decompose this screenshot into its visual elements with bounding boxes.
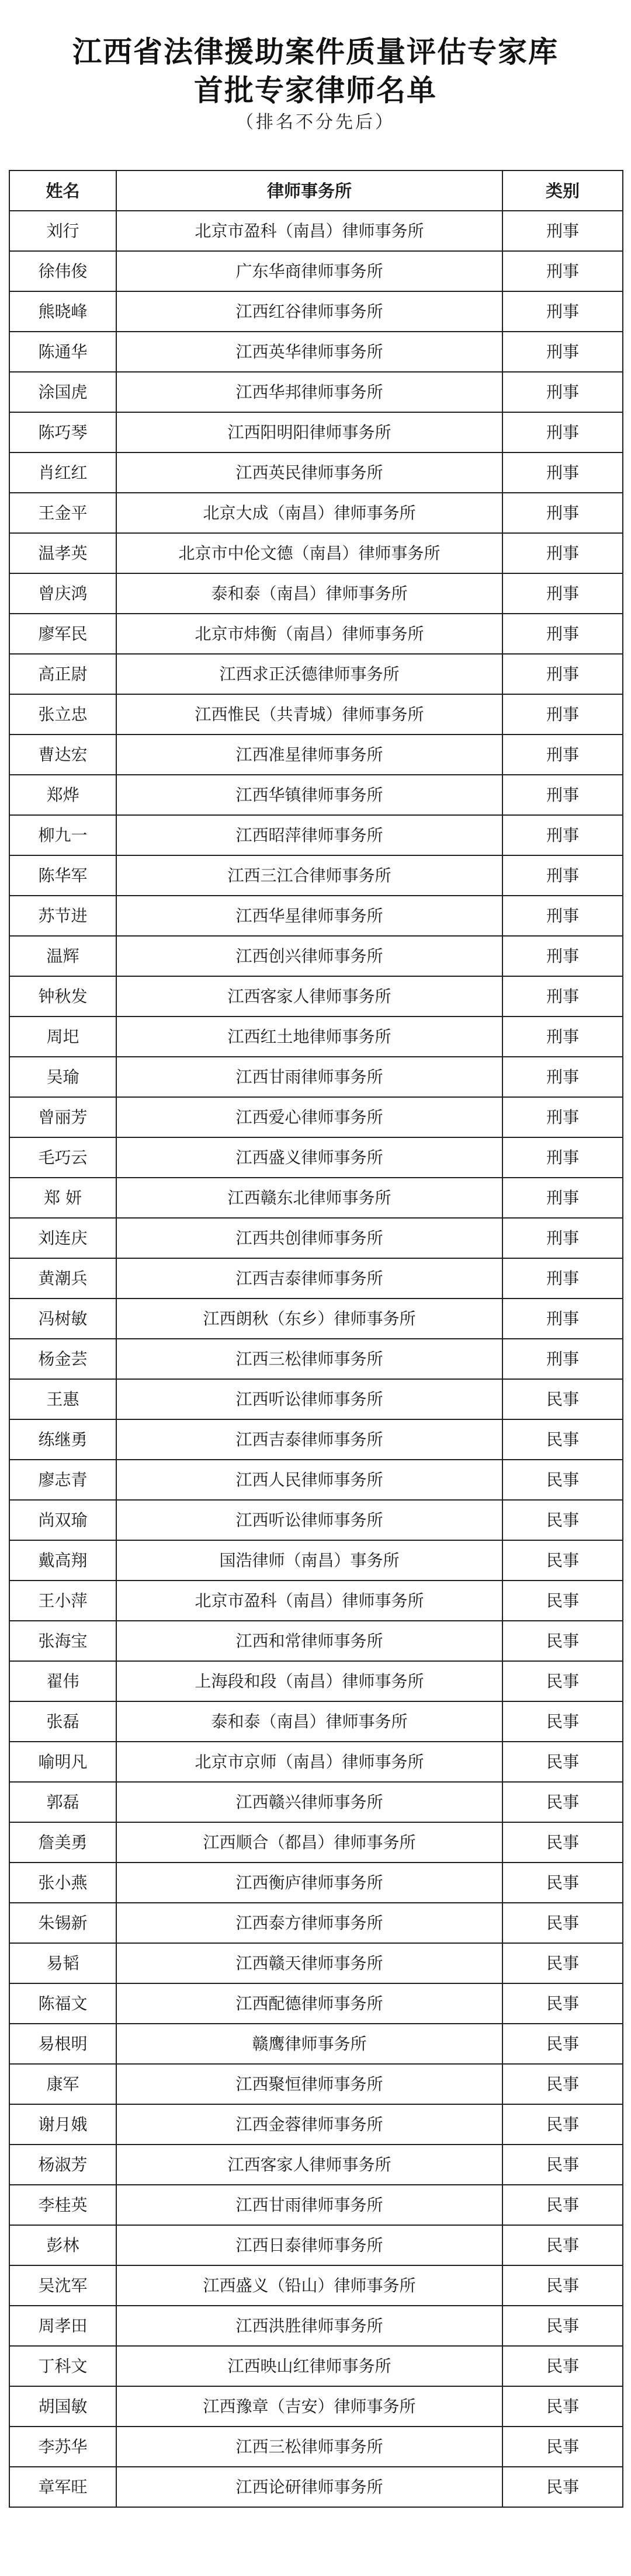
cell-firm: 江西客家人律师事务所 xyxy=(116,2145,502,2185)
table-row xyxy=(9,2024,623,2064)
cell-category: 民事 xyxy=(502,2225,623,2265)
cell-category: 刑事 xyxy=(502,855,623,896)
cell-category: 民事 xyxy=(502,1742,623,1782)
table-row xyxy=(9,734,623,775)
cell-category: 民事 xyxy=(502,1983,623,2024)
table-row xyxy=(9,1299,623,1339)
cell-firm: 江西三江合律师事务所 xyxy=(116,855,502,896)
table-row xyxy=(9,1943,623,1983)
cell-category: 刑事 xyxy=(502,614,623,654)
cell-firm: 泰和泰（南昌）律师事务所 xyxy=(116,1701,502,1742)
table-row xyxy=(9,412,623,452)
cell-name: 苏节进 xyxy=(9,896,116,936)
cell-category: 刑事 xyxy=(502,654,623,694)
table-row xyxy=(9,493,623,533)
table-row xyxy=(9,1500,623,1540)
cell-category: 刑事 xyxy=(502,976,623,1017)
cell-firm: 江西华邦律师事务所 xyxy=(116,372,502,412)
cell-category: 刑事 xyxy=(502,332,623,372)
cell-firm: 江西赣东北律师事务所 xyxy=(116,1178,502,1218)
cell-firm: 江西日泰律师事务所 xyxy=(116,2225,502,2265)
cell-category: 刑事 xyxy=(502,1339,623,1379)
cell-name: 廖志青 xyxy=(9,1460,116,1500)
cell-firm: 江西泰方律师事务所 xyxy=(116,1903,502,1943)
table-row xyxy=(9,1460,623,1500)
cell-firm: 江西盛义律师事务所 xyxy=(116,1137,502,1178)
cell-firm: 北京大成（南昌）律师事务所 xyxy=(116,493,502,533)
cell-category: 民事 xyxy=(502,1903,623,1943)
cell-firm: 江西三松律师事务所 xyxy=(116,2427,502,2467)
cell-firm: 江西英华律师事务所 xyxy=(116,332,502,372)
cell-name: 周孝田 xyxy=(9,2306,116,2346)
document-title: 江西省法律援助案件质量评估专家库 xyxy=(72,35,559,69)
table-row xyxy=(9,1218,623,1258)
cell-category: 刑事 xyxy=(502,1017,623,1057)
cell-category: 刑事 xyxy=(502,936,623,976)
cell-name: 肖红红 xyxy=(9,452,116,493)
cell-category: 刑事 xyxy=(502,493,623,533)
cell-firm: 江西吉泰律师事务所 xyxy=(116,1258,502,1299)
cell-category: 刑事 xyxy=(502,211,623,251)
cell-firm: 北京市盈科（南昌）律师事务所 xyxy=(116,1581,502,1621)
cell-category: 民事 xyxy=(502,2306,623,2346)
cell-firm: 江西赣兴律师事务所 xyxy=(116,1782,502,1822)
cell-name: 李桂英 xyxy=(9,2185,116,2225)
cell-name: 王金平 xyxy=(9,493,116,533)
cell-name: 张海宝 xyxy=(9,1621,116,1661)
cell-name: 詹美勇 xyxy=(9,1822,116,1863)
table-row xyxy=(9,1822,623,1863)
cell-category: 民事 xyxy=(502,1540,623,1581)
table-row xyxy=(9,1983,623,2024)
cell-firm: 江西聚恒律师事务所 xyxy=(116,2064,502,2104)
cell-name: 胡国敏 xyxy=(9,2386,116,2427)
table-row xyxy=(9,573,623,614)
table-row xyxy=(9,2386,623,2427)
cell-category: 民事 xyxy=(502,1419,623,1460)
table-row xyxy=(9,1178,623,1218)
cell-firm: 江西朗秋（东乡）律师事务所 xyxy=(116,1299,502,1339)
lawyer-table xyxy=(9,170,623,2508)
cell-name: 朱锡新 xyxy=(9,1903,116,1943)
table-row xyxy=(9,1581,623,1621)
table-row xyxy=(9,332,623,372)
cell-name: 陈巧琴 xyxy=(9,412,116,452)
table-row xyxy=(9,1621,623,1661)
cell-category: 民事 xyxy=(502,1863,623,1903)
cell-firm: 江西英民律师事务所 xyxy=(116,452,502,493)
cell-category: 民事 xyxy=(502,1581,623,1621)
cell-firm: 江西赣天律师事务所 xyxy=(116,1943,502,1983)
cell-firm: 北京市盈科（南昌）律师事务所 xyxy=(116,211,502,251)
cell-category: 民事 xyxy=(502,1621,623,1661)
cell-name: 陈华军 xyxy=(9,855,116,896)
table-row xyxy=(9,815,623,855)
table-row xyxy=(9,976,623,1017)
cell-category: 刑事 xyxy=(502,452,623,493)
cell-category: 民事 xyxy=(502,2024,623,2064)
header-firm: 律师事务所 xyxy=(116,170,502,211)
table-row xyxy=(9,654,623,694)
table-row xyxy=(9,1742,623,1782)
cell-name: 吴瑜 xyxy=(9,1057,116,1097)
cell-category: 刑事 xyxy=(502,734,623,775)
table-row xyxy=(9,211,623,251)
cell-category: 刑事 xyxy=(502,1057,623,1097)
cell-category: 民事 xyxy=(502,1943,623,1983)
cell-name: 吴沈军 xyxy=(9,2265,116,2306)
cell-name: 杨淑芳 xyxy=(9,2145,116,2185)
cell-firm: 江西三松律师事务所 xyxy=(116,1339,502,1379)
cell-category: 民事 xyxy=(502,1701,623,1742)
cell-category: 刑事 xyxy=(502,1299,623,1339)
cell-firm: 江西华镇律师事务所 xyxy=(116,775,502,815)
table-body xyxy=(9,211,623,2507)
document-subtitle-title: 首批专家律师名单 xyxy=(194,74,437,107)
cell-firm: 江西昭萍律师事务所 xyxy=(116,815,502,855)
table-row xyxy=(9,855,623,896)
cell-name: 易根明 xyxy=(9,2024,116,2064)
cell-name: 丁科文 xyxy=(9,2346,116,2386)
cell-category: 刑事 xyxy=(502,1218,623,1258)
cell-category: 刑事 xyxy=(502,775,623,815)
cell-name: 王惠 xyxy=(9,1379,116,1419)
cell-name: 曾丽芳 xyxy=(9,1097,116,1137)
cell-category: 民事 xyxy=(502,1661,623,1701)
cell-firm: 江西创兴律师事务所 xyxy=(116,936,502,976)
table-row xyxy=(9,896,623,936)
table-row xyxy=(9,694,623,734)
table-row xyxy=(9,1057,623,1097)
cell-name: 张小燕 xyxy=(9,1863,116,1903)
cell-firm: 江西和常律师事务所 xyxy=(116,1621,502,1661)
cell-category: 民事 xyxy=(502,2185,623,2225)
cell-firm: 北京市炜衡（南昌）律师事务所 xyxy=(116,614,502,654)
cell-name: 温辉 xyxy=(9,936,116,976)
cell-firm: 北京市中伦文德（南昌）律师事务所 xyxy=(116,533,502,573)
cell-category: 民事 xyxy=(502,2346,623,2386)
cell-name: 郑烨 xyxy=(9,775,116,815)
table-row xyxy=(9,775,623,815)
table-row xyxy=(9,2467,623,2507)
cell-category: 民事 xyxy=(502,2104,623,2145)
cell-firm: 江西求正沃德律师事务所 xyxy=(116,654,502,694)
cell-category: 民事 xyxy=(502,1500,623,1540)
cell-name: 曾庆鸿 xyxy=(9,573,116,614)
cell-name: 杨金芸 xyxy=(9,1339,116,1379)
cell-name: 王小萍 xyxy=(9,1581,116,1621)
cell-name: 冯树敏 xyxy=(9,1299,116,1339)
header-name: 姓名 xyxy=(9,170,116,211)
table-row xyxy=(9,1903,623,1943)
cell-name: 黄潮兵 xyxy=(9,1258,116,1299)
table-row xyxy=(9,452,623,493)
cell-category: 刑事 xyxy=(502,1137,623,1178)
cell-name: 涂国虎 xyxy=(9,372,116,412)
cell-firm: 江西客家人律师事务所 xyxy=(116,976,502,1017)
cell-category: 刑事 xyxy=(502,533,623,573)
table-row xyxy=(9,2185,623,2225)
cell-name: 陈通华 xyxy=(9,332,116,372)
cell-name: 郑 妍 xyxy=(9,1178,116,1218)
table-row xyxy=(9,936,623,976)
cell-firm: 上海段和段（南昌）律师事务所 xyxy=(116,1661,502,1701)
cell-firm: 江西映山红律师事务所 xyxy=(116,2346,502,2386)
cell-firm: 赣鹰律师事务所 xyxy=(116,2024,502,2064)
table-row xyxy=(9,1379,623,1419)
cell-firm: 江西论研律师事务所 xyxy=(116,2467,502,2507)
cell-name: 康军 xyxy=(9,2064,116,2104)
cell-firm: 江西甘雨律师事务所 xyxy=(116,2185,502,2225)
cell-category: 刑事 xyxy=(502,291,623,332)
cell-name: 钟秋发 xyxy=(9,976,116,1017)
cell-firm: 江西洪胜律师事务所 xyxy=(116,2306,502,2346)
cell-firm: 江西惟民（共青城）律师事务所 xyxy=(116,694,502,734)
cell-firm: 江西共创律师事务所 xyxy=(116,1218,502,1258)
table-row xyxy=(9,614,623,654)
cell-name: 刘连庆 xyxy=(9,1218,116,1258)
cell-name: 易韬 xyxy=(9,1943,116,1983)
table-row xyxy=(9,2225,623,2265)
cell-firm: 江西顺合（都昌）律师事务所 xyxy=(116,1822,502,1863)
cell-firm: 江西吉泰律师事务所 xyxy=(116,1419,502,1460)
table-row xyxy=(9,1782,623,1822)
cell-name: 李苏华 xyxy=(9,2427,116,2467)
cell-firm: 江西听讼律师事务所 xyxy=(116,1379,502,1419)
cell-name: 廖军民 xyxy=(9,614,116,654)
cell-category: 民事 xyxy=(502,2145,623,2185)
cell-category: 刑事 xyxy=(502,412,623,452)
cell-name: 曹达宏 xyxy=(9,734,116,775)
cell-name: 柳九一 xyxy=(9,815,116,855)
cell-name: 郭磊 xyxy=(9,1782,116,1822)
table-row xyxy=(9,2145,623,2185)
table-row xyxy=(9,1419,623,1460)
cell-name: 周圯 xyxy=(9,1017,116,1057)
cell-name: 练继勇 xyxy=(9,1419,116,1460)
cell-firm: 江西红谷律师事务所 xyxy=(116,291,502,332)
cell-name: 谢月娥 xyxy=(9,2104,116,2145)
cell-name: 翟伟 xyxy=(9,1661,116,1701)
ranking-note: （排名不分先后） xyxy=(236,112,395,133)
table-row xyxy=(9,533,623,573)
cell-category: 刑事 xyxy=(502,372,623,412)
table-row xyxy=(9,251,623,291)
cell-name: 张立忠 xyxy=(9,694,116,734)
cell-category: 刑事 xyxy=(502,573,623,614)
cell-name: 温孝英 xyxy=(9,533,116,573)
table-row xyxy=(9,1540,623,1581)
cell-name: 陈福文 xyxy=(9,1983,116,2024)
cell-category: 民事 xyxy=(502,1460,623,1500)
cell-name: 毛巧云 xyxy=(9,1137,116,1178)
table-row xyxy=(9,2265,623,2306)
cell-category: 民事 xyxy=(502,2467,623,2507)
cell-name: 尚双瑜 xyxy=(9,1500,116,1540)
cell-firm: 国浩律师（南昌）事务所 xyxy=(116,1540,502,1581)
cell-name: 彭林 xyxy=(9,2225,116,2265)
table-row xyxy=(9,1863,623,1903)
cell-firm: 江西听讼律师事务所 xyxy=(116,1500,502,1540)
header-category: 类别 xyxy=(502,170,623,211)
cell-firm: 江西红土地律师事务所 xyxy=(116,1017,502,1057)
cell-name: 章军旺 xyxy=(9,2467,116,2507)
cell-category: 刑事 xyxy=(502,1258,623,1299)
cell-category: 民事 xyxy=(502,2265,623,2306)
cell-name: 张磊 xyxy=(9,1701,116,1742)
cell-firm: 江西金蓉律师事务所 xyxy=(116,2104,502,2145)
cell-name: 高正尉 xyxy=(9,654,116,694)
table-row xyxy=(9,1258,623,1299)
table-row xyxy=(9,372,623,412)
cell-firm: 江西准星律师事务所 xyxy=(116,734,502,775)
cell-name: 刘行 xyxy=(9,211,116,251)
table-row xyxy=(9,1661,623,1701)
cell-firm: 江西衡庐律师事务所 xyxy=(116,1863,502,1903)
cell-name: 喻明凡 xyxy=(9,1742,116,1782)
table-row xyxy=(9,291,623,332)
cell-name: 徐伟俊 xyxy=(9,251,116,291)
table-row xyxy=(9,1017,623,1057)
cell-firm: 江西甘雨律师事务所 xyxy=(116,1057,502,1097)
cell-category: 刑事 xyxy=(502,251,623,291)
cell-name: 熊晓峰 xyxy=(9,291,116,332)
cell-category: 刑事 xyxy=(502,694,623,734)
table-row xyxy=(9,2346,623,2386)
cell-category: 民事 xyxy=(502,1379,623,1419)
cell-name: 戴高翔 xyxy=(9,1540,116,1581)
cell-firm: 泰和泰（南昌）律师事务所 xyxy=(116,573,502,614)
cell-firm: 江西爱心律师事务所 xyxy=(116,1097,502,1137)
table-row xyxy=(9,2104,623,2145)
table-row xyxy=(9,2306,623,2346)
cell-category: 刑事 xyxy=(502,815,623,855)
cell-category: 民事 xyxy=(502,1782,623,1822)
cell-category: 民事 xyxy=(502,2064,623,2104)
cell-category: 刑事 xyxy=(502,896,623,936)
cell-firm: 北京市京师（南昌）律师事务所 xyxy=(116,1742,502,1782)
table-row xyxy=(9,2064,623,2104)
cell-category: 民事 xyxy=(502,2427,623,2467)
cell-firm: 江西配德律师事务所 xyxy=(116,1983,502,2024)
cell-firm: 江西华星律师事务所 xyxy=(116,896,502,936)
cell-firm: 江西豫章（吉安）律师事务所 xyxy=(116,2386,502,2427)
cell-firm: 江西阳明阳律师事务所 xyxy=(116,412,502,452)
table-row xyxy=(9,1701,623,1742)
cell-category: 刑事 xyxy=(502,1178,623,1218)
cell-category: 民事 xyxy=(502,1822,623,1863)
table-row xyxy=(9,1339,623,1379)
table-row xyxy=(9,1137,623,1178)
cell-firm: 广东华商律师事务所 xyxy=(116,251,502,291)
cell-category: 刑事 xyxy=(502,1097,623,1137)
table-header-row xyxy=(9,170,623,211)
cell-firm: 江西盛义（铅山）律师事务所 xyxy=(116,2265,502,2306)
table-row xyxy=(9,2427,623,2467)
cell-category: 民事 xyxy=(502,2386,623,2427)
cell-firm: 江西人民律师事务所 xyxy=(116,1460,502,1500)
table-row xyxy=(9,1097,623,1137)
